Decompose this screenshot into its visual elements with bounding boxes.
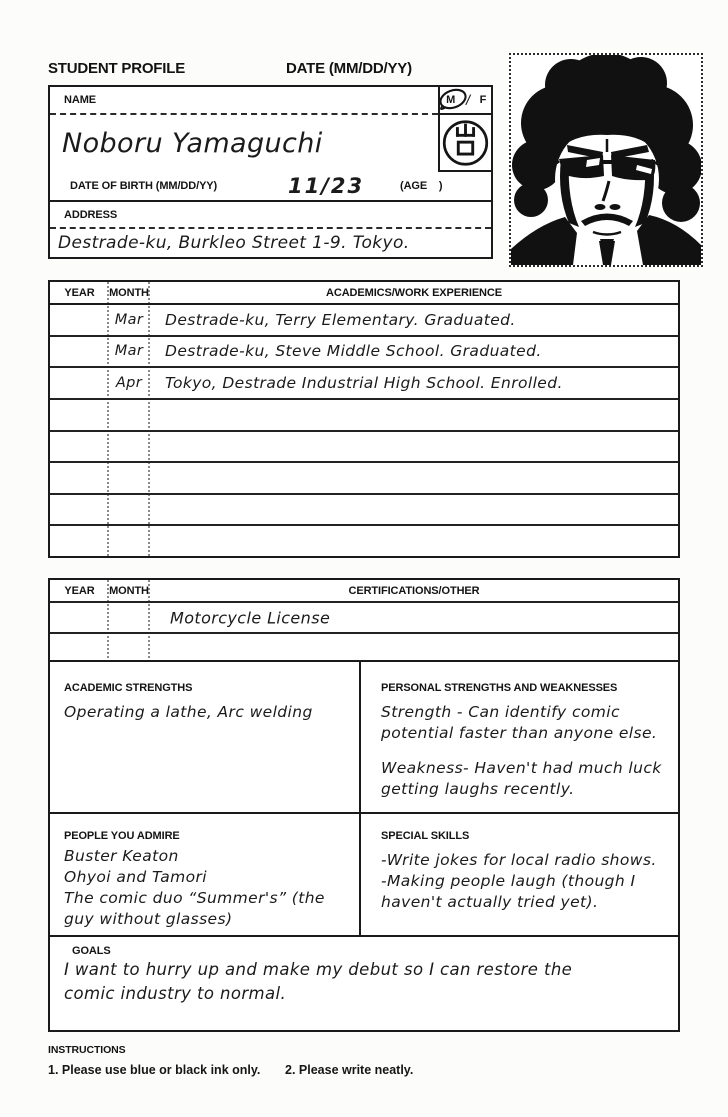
- row-month: Apr: [115, 375, 143, 392]
- handwritten-line: Strength - Can identify comic potential faster than anyone else.: [381, 703, 658, 742]
- gender-option-female: F: [479, 94, 487, 106]
- dob-label: DATE OF BIRTH (MM/DD/YY): [70, 180, 218, 192]
- table-row-empty: [50, 495, 678, 527]
- strengths-row: [50, 662, 678, 814]
- table-row-empty: [50, 526, 678, 556]
- header-subject: ACADEMICS/WORK EXPERIENCE: [326, 286, 502, 299]
- address-label-row: [50, 202, 491, 229]
- row-month: Mar: [114, 311, 144, 328]
- header-year: YEAR: [64, 584, 95, 597]
- row-entry: Tokyo, Destrade Industrial High School. Enrolled.: [165, 374, 563, 393]
- handwritten-line: -Making people laugh (though I haven't actually tried yet).: [381, 871, 636, 911]
- admire-skills-row: [50, 814, 678, 937]
- table-row: [50, 368, 678, 400]
- goals-text: I want to hurry up and make my debut so I can restore the comic industry to normal.: [64, 960, 573, 1003]
- header-month: MONTH: [109, 286, 149, 299]
- handwritten-line: The comic duo “Summer's” (the guy without glasses): [64, 888, 325, 928]
- handwritten-line: Buster Keaton: [64, 847, 179, 865]
- table-row-empty: [50, 432, 678, 464]
- handwritten-line: Weakness- Haven't had much luck getting laughs recently.: [381, 758, 662, 798]
- section-label: SPECIAL SKILLS: [381, 830, 470, 842]
- instruction-item: 2. Please write neatly.: [285, 1063, 414, 1077]
- gender-option-male: M: [445, 94, 457, 106]
- header-year: YEAR: [64, 286, 95, 299]
- instruction-item: 1. Please use blue or black ink only.: [48, 1063, 261, 1077]
- section-label: ACADEMIC STRENGTHS: [64, 682, 193, 694]
- dob-row: [50, 172, 491, 202]
- gender-box: [438, 87, 491, 115]
- row-entry: Destrade-ku, Terry Elementary. Graduated.: [165, 310, 516, 329]
- handwritten-line: -Write jokes for local radio shows.: [381, 851, 657, 869]
- table-row-empty: [50, 634, 678, 662]
- name-label-row: [50, 87, 438, 115]
- section-people-you-admire: [50, 814, 359, 935]
- section-label: PEOPLE YOU ADMIRE: [64, 830, 180, 842]
- section-personal-strengths: [359, 662, 678, 812]
- table-row: [50, 337, 678, 369]
- address-field: [50, 229, 491, 257]
- row-entry: Motorcycle License: [170, 608, 331, 627]
- age-label: (AGE ): [400, 180, 443, 192]
- address-label: ADDRESS: [64, 208, 118, 221]
- instructions-label: INSTRUCTIONS: [48, 1044, 126, 1056]
- handwritten-line: Ohyoi and Tamori: [64, 867, 208, 886]
- section-goals: [50, 937, 678, 1030]
- photo-box: [509, 53, 703, 267]
- profile-box: [48, 85, 493, 259]
- academics-table-header: [50, 282, 678, 305]
- name-value: Noboru Yamaguchi: [62, 128, 323, 159]
- stamp-cell: [438, 115, 491, 172]
- section-special-skills: [359, 814, 678, 935]
- section-academic-strengths: [50, 662, 359, 812]
- header-month: MONTH: [109, 584, 149, 597]
- name-field: [50, 115, 438, 172]
- academics-table: [48, 280, 680, 558]
- certifications-table-header: [50, 580, 678, 603]
- dob-value: 11/23: [288, 174, 365, 198]
- section-label: PERSONAL STRENGTHS AND WEAKNESSES: [381, 682, 618, 694]
- name-label: NAME: [64, 94, 96, 106]
- table-row-empty: [50, 463, 678, 495]
- header-subject: CERTIFICATIONS/OTHER: [348, 584, 480, 597]
- section-label: GOALS: [72, 945, 111, 957]
- row-entry: Destrade-ku, Steve Middle School. Graduated.: [165, 342, 542, 361]
- yamaguchi-seal-icon: [440, 117, 491, 169]
- page-title: STUDENT PROFILE: [48, 60, 186, 77]
- table-row-empty: [50, 400, 678, 432]
- portrait-photo: [511, 55, 701, 265]
- lower-sections-box: [48, 578, 680, 1032]
- row-month: Mar: [114, 343, 144, 360]
- handwritten-line: Operating a lathe, Arc welding: [64, 703, 313, 721]
- gender-slash: /: [464, 91, 472, 109]
- table-row: [50, 603, 678, 634]
- date-label: DATE (MM/DD/YY): [286, 60, 412, 77]
- address-value: Destrade-ku, Burkleo Street 1-9. Tokyo.: [58, 233, 410, 253]
- table-row: [50, 305, 678, 337]
